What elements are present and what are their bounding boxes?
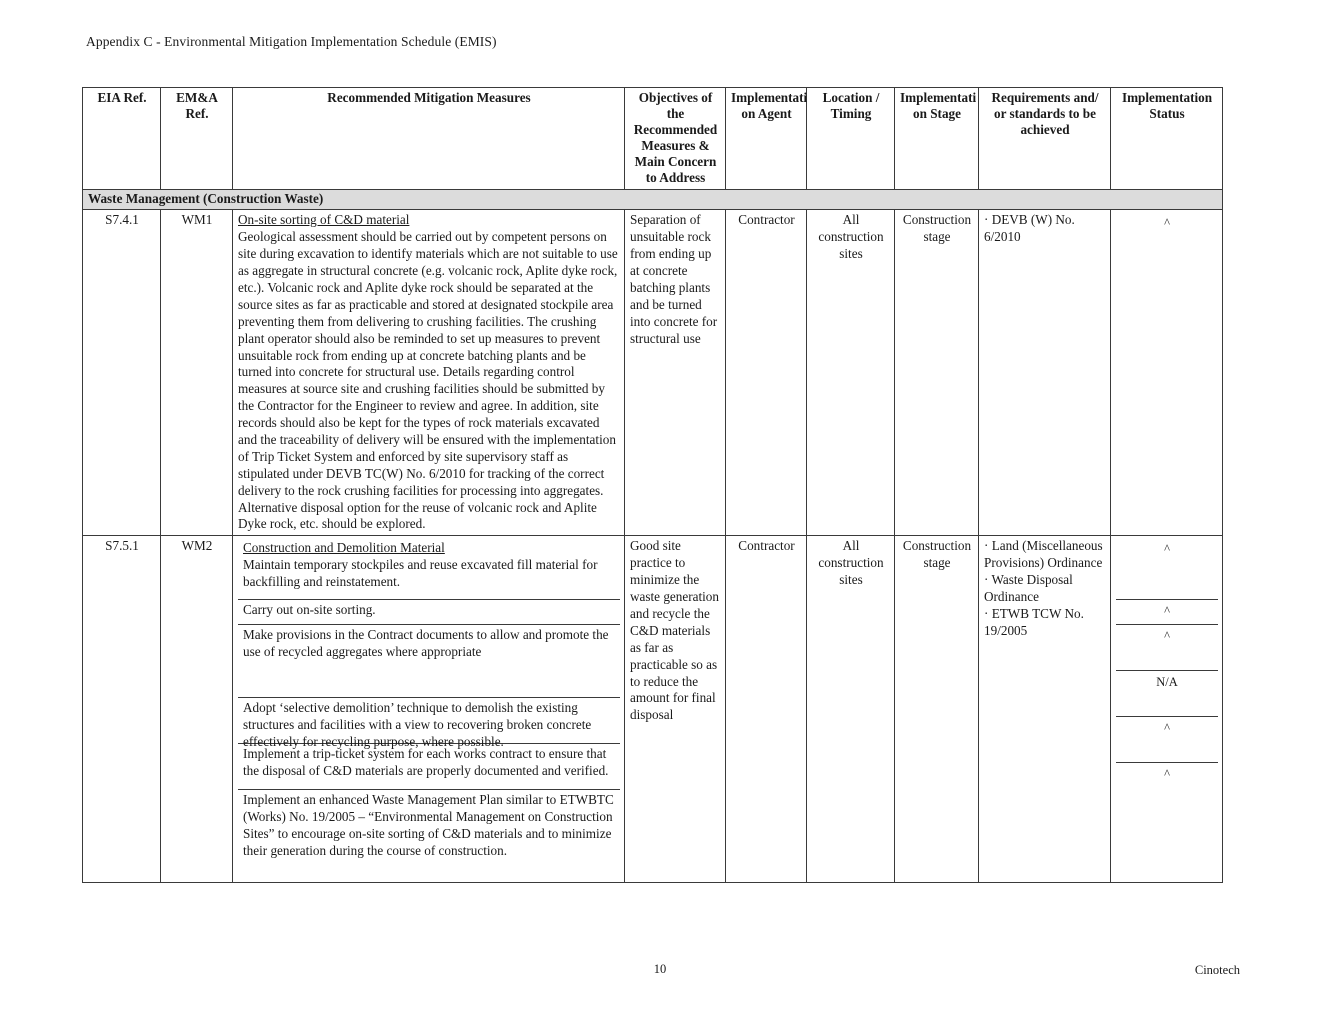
column-header-location-timing: Location / Timing — [807, 88, 895, 190]
cell-requirements-standards — [979, 536, 1111, 883]
cell-eia-ref: S7.5.1 — [83, 536, 161, 883]
cell-emea-ref: WM2 — [161, 536, 233, 883]
sub-measure: Make provisions in the Contract documents to allow and promote the use of recycled aggregates where appropriate — [238, 625, 620, 698]
cell-objectives: Separation of unsuitable rock from ending up at concrete batching plants and be turned into concrete for structural use — [625, 210, 726, 536]
table-row — [83, 536, 1223, 883]
requirement-item: · Land (Miscellaneous Provisions) Ordinance — [984, 538, 1103, 571]
footer-page-number: 10 — [653, 962, 667, 976]
footer-company-name: Cinotech — [1194, 963, 1240, 977]
cell-implementation-stage: Construction stage — [895, 210, 979, 536]
emis-table — [82, 87, 1223, 883]
column-header-requirements-standards: Requirements and/ or standards to be achieved — [979, 88, 1111, 190]
column-header-recommended-mitigation-measures: Recommended Mitigation Measures — [233, 88, 625, 190]
table-body — [83, 189, 1223, 883]
sub-measure-text: Maintain temporary stockpiles and reuse excavated fill material for backfilling and reinstatement. — [243, 557, 598, 590]
status-value: ^ — [1116, 625, 1218, 671]
cell-emea-ref: WM1 — [161, 210, 233, 536]
cell-location-timing: All construction sites — [807, 536, 895, 883]
sub-measure — [238, 538, 620, 600]
cell-objectives: Good site practice to minimize the waste generation and recycle the C&D materials as far as practicable so as to reduce the amount for final disposal — [625, 536, 726, 883]
cell-implementation-stage: Construction stage — [895, 536, 979, 883]
cell-recommended-mitigation-measures — [233, 536, 625, 883]
sub-measure: Adopt ‘selective demolition’ technique to demolish the existing structures and facilities with a view to recovering broken concrete effectively for recycling purpose, where possible. — [238, 698, 620, 744]
status-value: ^ — [1116, 717, 1218, 763]
table-header-row — [83, 88, 1223, 190]
column-header-emea-ref: EM&A Ref. — [161, 88, 233, 190]
cell-implementation-status — [1111, 536, 1223, 883]
cell-requirements-standards — [979, 210, 1111, 536]
table-row — [83, 210, 1223, 536]
column-header-implementation-agent: Implementati on Agent — [726, 88, 807, 190]
sub-measure: Implement a trip-ticket system for each works contract to ensure that the disposal of C&D materials are properly documented and verified. — [238, 744, 620, 790]
column-header-implementation-stage: Implementati on Stage — [895, 88, 979, 190]
status-value: ^ — [1116, 600, 1218, 625]
measure-title: Construction and Demolition Material — [243, 540, 445, 556]
cell-location-timing: All construction sites — [807, 210, 895, 536]
cell-implementation-status — [1111, 210, 1223, 536]
cell-implementation-agent: Contractor — [726, 536, 807, 883]
status-value: ^ — [1164, 216, 1170, 231]
section-heading-row — [83, 189, 1223, 210]
requirement-item: · DEVB (W) No. 6/2010 — [984, 212, 1075, 245]
status-value: N/A — [1116, 671, 1218, 717]
cell-eia-ref: S7.4.1 — [83, 210, 161, 536]
document-header: Appendix C - Environmental Mitigation Implementation Schedule (EMIS) — [86, 34, 497, 49]
requirement-item: · ETWB TCW No. 19/2005 — [984, 605, 1084, 638]
cell-implementation-agent: Contractor — [726, 210, 807, 536]
requirement-item: · Waste Disposal Ordinance — [984, 572, 1073, 605]
column-header-objectives: Objectives of the Recommended Measures & Main Concern to Address — [625, 88, 726, 190]
column-header-implementation-status: Implementation Status — [1111, 88, 1223, 190]
column-header-eia-ref: EIA Ref. — [83, 88, 161, 190]
status-value: ^ — [1116, 538, 1218, 600]
sub-measure: Carry out on-site sorting. — [238, 600, 620, 625]
measure-body: Geological assessment should be carried out by competent persons on site during excavation to identify materials which are not suitable to use as aggregate in structural concrete (e.g. volcanic rock, Aplite dyke rock, etc.). Volcanic rock and Aplite dyke rock should be separated at the source sites as far as practicable and stored at designated stockpile area preventing them from delivering to crushing facilities. The crushing plant operator should also be reminded to set up measures to prevent unsuitable rock from ending up at concrete batching plants and be turned into concrete for structural use. Details regarding control measures at source site and crushing facilities should be submitted by the Contractor for the Engineer to review and agree. In addition, site records should also be kept for the types of rock materials excavated and the traceability of delivery will be ensured with the implementation of Trip Ticket System and enforced by site supervisory staff as stipulated under DEVB TC(W) No. 6/2010 for tracking of the correct delivery to the rock crushing facilities for processing into aggregates. Alternative disposal option for the reuse of volcanic rock and Aplite Dyke rock, etc. should be explored. — [238, 229, 618, 532]
cell-recommended-mitigation-measures — [233, 210, 625, 536]
sub-measure: Implement an enhanced Waste Management Plan similar to ETWBTC (Works) No. 19/2005 – “Environmental Management on Construction Sites” to encourage on-site sorting of C&D materials and to minimize their generation during the course of construction. — [243, 792, 614, 859]
table-header — [83, 88, 1223, 190]
status-value: ^ — [1164, 767, 1170, 782]
measure-title: On-site sorting of C&D material — [238, 212, 410, 228]
section-heading-label: Waste Management (Construction Waste) — [83, 189, 1223, 210]
